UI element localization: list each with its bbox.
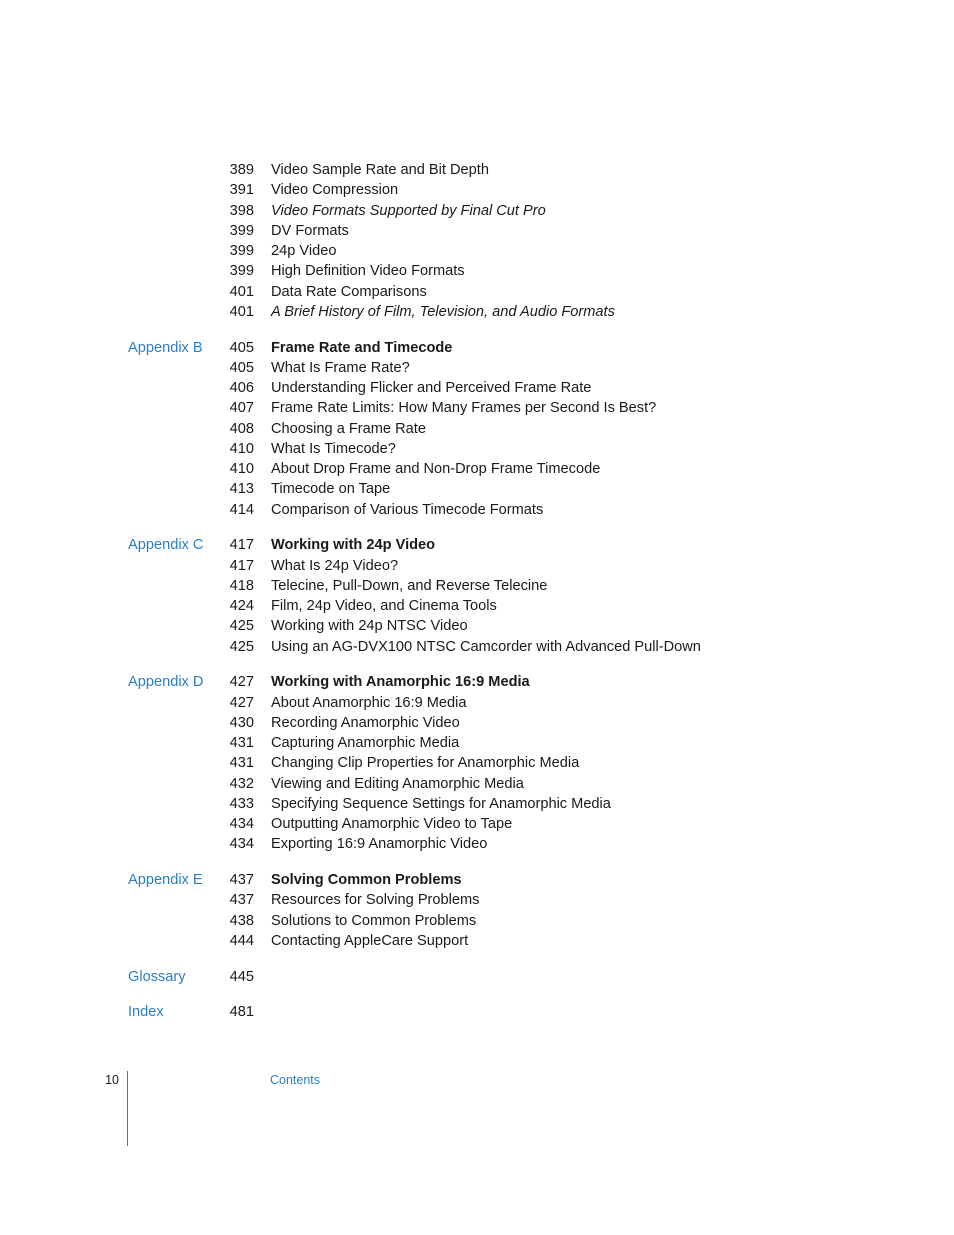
toc-entry-title: Resources for Solving Problems <box>271 892 480 909</box>
toc-page-number: 408 <box>229 420 254 437</box>
toc-entry-title: Data Rate Comparisons <box>271 283 427 300</box>
toc-page-number: 414 <box>229 501 254 518</box>
toc-entry-title: What Is 24p Video? <box>271 557 399 574</box>
toc-page-number: 417 <box>229 557 254 574</box>
footer-section-label[interactable]: Contents <box>270 1073 321 1087</box>
toc-page-number: 389 <box>229 162 254 178</box>
toc-page-number: 418 <box>229 577 254 594</box>
toc-entry-title: Exporting 16:9 Anamorphic Video <box>271 836 488 853</box>
toc-page-number: 398 <box>229 202 254 219</box>
footer-divider <box>127 1071 128 1146</box>
toc-entry[interactable] <box>0 733 954 753</box>
toc-entry[interactable] <box>0 282 954 302</box>
toc-section-label[interactable]: Appendix D <box>128 674 204 691</box>
toc-page-number: 431 <box>229 755 254 772</box>
toc-page-number: 417 <box>229 537 254 554</box>
toc-page-number: 433 <box>229 795 254 812</box>
toc-page-number: 425 <box>229 618 254 635</box>
toc-page-number: 399 <box>229 222 254 239</box>
toc-entry[interactable] <box>0 672 954 692</box>
toc-page-number: 405 <box>229 339 254 356</box>
toc-page-number: 425 <box>229 638 254 655</box>
toc-entry-title: Working with 24p Video <box>271 537 436 554</box>
toc-entry[interactable] <box>0 637 954 657</box>
toc-group <box>0 967 954 987</box>
toc-group <box>0 338 954 520</box>
toc-page-number: 413 <box>229 481 254 498</box>
toc-page-number: 431 <box>229 735 254 751</box>
toc-entry[interactable] <box>0 500 954 520</box>
toc-page-number: 410 <box>229 461 254 477</box>
toc-entry[interactable] <box>0 753 954 773</box>
toc-entry[interactable] <box>0 160 954 180</box>
toc-entry[interactable] <box>0 419 954 439</box>
toc-page-number: 401 <box>229 303 254 320</box>
toc-page-number: 445 <box>229 968 254 985</box>
toc-page-number: 427 <box>229 694 254 711</box>
toc-page-number: 432 <box>229 775 254 792</box>
toc-entry[interactable] <box>0 241 954 261</box>
toc-entry[interactable] <box>0 201 954 221</box>
toc-entry[interactable] <box>0 794 954 814</box>
toc-page-number: 391 <box>229 182 254 199</box>
toc-page-number: 427 <box>229 674 254 691</box>
toc-entry-title: Video Formats Supported by Final Cut Pro <box>271 202 546 219</box>
toc-entry[interactable] <box>0 834 954 854</box>
toc-entry[interactable] <box>0 814 954 834</box>
toc-entry[interactable] <box>0 358 954 378</box>
toc-entry[interactable] <box>0 398 954 418</box>
toc-entry[interactable] <box>0 221 954 241</box>
toc-entry-title: A Brief History of Film, Television, and Audio Formats <box>271 303 615 320</box>
toc-entry[interactable] <box>0 774 954 794</box>
toc-entry-title: DV Formats <box>271 222 349 239</box>
toc-entry[interactable] <box>0 556 954 576</box>
toc-page-number: 424 <box>229 598 254 614</box>
toc-entry[interactable] <box>0 479 954 499</box>
toc-entry-title: Solving Common Problems <box>271 872 462 888</box>
toc-page-number: 405 <box>229 359 254 376</box>
toc-entry[interactable] <box>0 911 954 931</box>
toc-entry[interactable] <box>0 338 954 358</box>
toc-page-number: 410 <box>229 440 254 457</box>
toc-entry[interactable] <box>0 378 954 398</box>
toc-entry-title: Choosing a Frame Rate <box>271 420 426 437</box>
toc-page-number: 434 <box>229 836 254 853</box>
toc-page-number: 434 <box>229 816 254 832</box>
toc-entry-title: What Is Timecode? <box>271 440 396 457</box>
toc-entry[interactable] <box>0 535 954 555</box>
toc-page-number: 399 <box>229 263 254 280</box>
toc-entry-title: Outputting Anamorphic Video to Tape <box>271 816 513 832</box>
toc-entry[interactable] <box>0 890 954 910</box>
toc-page-number: 399 <box>229 243 254 259</box>
toc-page-number: 437 <box>229 892 254 909</box>
toc-entry-title: Video Compression <box>271 182 399 199</box>
toc-section-label[interactable]: Appendix C <box>128 537 204 554</box>
toc-entry-title: About Drop Frame and Non-Drop Frame Timecode <box>271 461 601 477</box>
toc-section-label[interactable]: Appendix B <box>128 339 203 356</box>
toc-entry[interactable] <box>0 302 954 322</box>
toc-group <box>0 1002 954 1022</box>
toc-entry[interactable] <box>0 616 954 636</box>
toc-entry-title: 24p Video <box>271 243 337 259</box>
toc-entry-title: Solutions to Common Problems <box>271 912 477 929</box>
toc-page-number: 407 <box>229 400 254 417</box>
toc-entry-title: Film, 24p Video, and Cinema Tools <box>271 598 497 614</box>
toc-entry[interactable] <box>0 967 954 987</box>
toc-group <box>0 535 954 657</box>
toc-entry[interactable] <box>0 1002 954 1022</box>
toc-page-number: 444 <box>229 932 254 949</box>
toc-entry-title: Capturing Anamorphic Media <box>271 735 460 751</box>
toc-entry-title: Working with 24p NTSC Video <box>271 618 468 635</box>
toc-group <box>0 672 954 854</box>
toc-entry[interactable] <box>0 713 954 733</box>
toc-entry[interactable] <box>0 576 954 596</box>
toc-entry[interactable] <box>0 931 954 951</box>
toc-group <box>0 870 954 951</box>
toc-section-label[interactable]: Index <box>128 1004 164 1021</box>
toc-entry-title: Specifying Sequence Settings for Anamorphic Media <box>271 795 611 812</box>
toc-entry-title: Frame Rate Limits: How Many Frames per Second Is Best? <box>271 400 657 417</box>
toc-entry-title: Working with Anamorphic 16:9 Media <box>271 674 530 691</box>
toc-entry-title: Understanding Flicker and Perceived Frame Rate <box>271 380 592 396</box>
toc-entry-title: Contacting AppleCare Support <box>271 932 469 949</box>
toc-entry-title: Using an AG-DVX100 NTSC Camcorder with Advanced Pull-Down <box>271 638 701 655</box>
toc-page-number: 430 <box>229 714 254 731</box>
toc-entry-title: Comparison of Various Timecode Formats <box>271 501 544 518</box>
toc-entry[interactable] <box>0 693 954 713</box>
toc-page-number: 481 <box>229 1004 254 1021</box>
toc-group <box>0 160 954 322</box>
toc-entry[interactable] <box>0 180 954 200</box>
toc-page-number: 401 <box>229 283 254 300</box>
toc-entry-title: Viewing and Editing Anamorphic Media <box>271 775 524 792</box>
toc-entry-title: Video Sample Rate and Bit Depth <box>271 162 489 178</box>
toc-entry-title: Timecode on Tape <box>271 481 391 498</box>
toc-entry-title: Telecine, Pull-Down, and Reverse Telecine <box>271 577 548 594</box>
footer-page-number: 10 <box>105 1073 119 1087</box>
toc-entry[interactable] <box>0 596 954 616</box>
toc-page-number: 437 <box>229 872 254 888</box>
toc-entry[interactable] <box>0 439 954 459</box>
table-of-contents <box>0 160 954 1038</box>
toc-page-number: 406 <box>229 380 254 396</box>
toc-entry[interactable] <box>0 261 954 281</box>
toc-section-label[interactable]: Glossary <box>128 968 186 985</box>
toc-page-number: 438 <box>229 912 254 929</box>
toc-entry-title: Frame Rate and Timecode <box>271 339 453 356</box>
toc-entry-title: What Is Frame Rate? <box>271 359 410 376</box>
toc-entry-title: Changing Clip Properties for Anamorphic Media <box>271 755 580 772</box>
toc-section-label[interactable]: Appendix E <box>128 872 203 888</box>
toc-entry[interactable] <box>0 870 954 890</box>
toc-entry-title: About Anamorphic 16:9 Media <box>271 694 467 711</box>
toc-entry-title: High Definition Video Formats <box>271 263 465 280</box>
toc-entry[interactable] <box>0 459 954 479</box>
toc-entry-title: Recording Anamorphic Video <box>271 714 460 731</box>
